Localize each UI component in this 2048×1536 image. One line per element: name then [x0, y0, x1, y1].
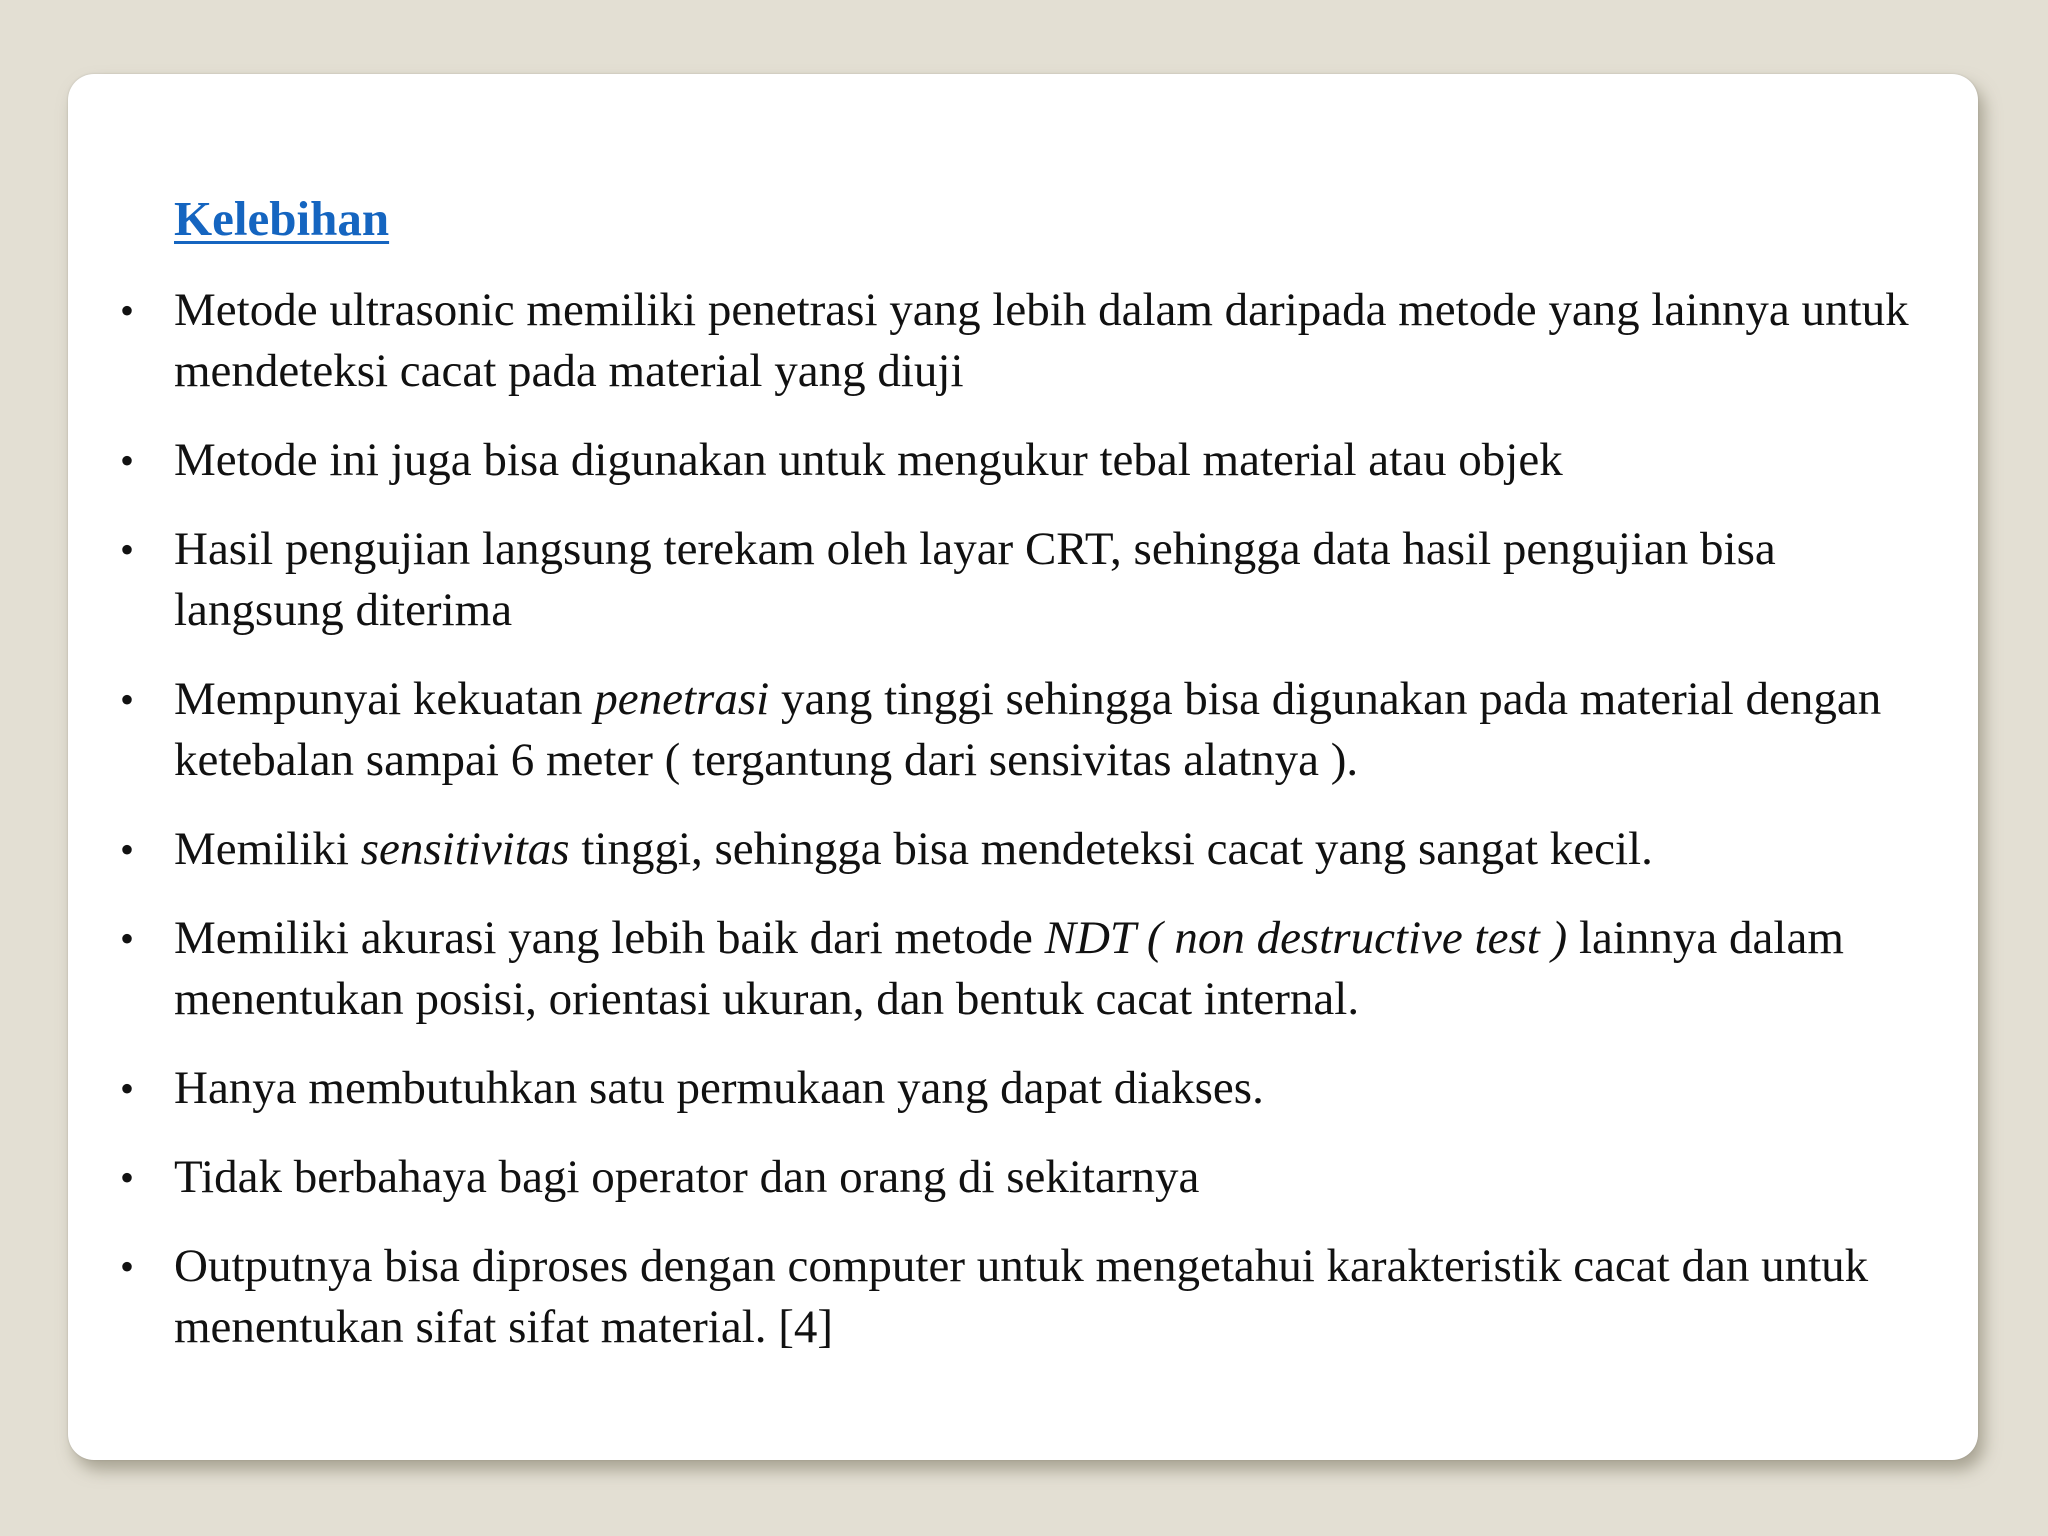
bullet-dot: •: [120, 1066, 135, 1111]
bullet-text-segment: Metode ultrasonic memiliki penetrasi yang lebih dalam daripada metode yang lainnya untuk mendeteksi cacat pada material yang diuji: [174, 284, 1909, 397]
bullet-text-segment: Memiliki akurasi yang lebih baik dari metode: [174, 912, 1045, 964]
bullet-dot: •: [120, 1244, 135, 1289]
bullet-text-segment: Mempunyai kekuatan: [174, 673, 595, 725]
bullet-text-segment: Hasil pengujian langsung terekam oleh layar CRT, sehingga data hasil pengujian bisa langsung diterima: [174, 523, 1776, 636]
bullet-item: [68, 908, 1978, 1030]
bullet-text: [174, 434, 1563, 486]
bullet-item: [68, 430, 1978, 491]
bullet-text-italic: sensitivitas: [360, 823, 570, 875]
bullet-text-segment: Tidak berbahaya bagi operator dan orang di sekitarnya: [174, 1151, 1200, 1203]
bullet-item: [68, 1236, 1978, 1358]
bullet-text: [174, 523, 1776, 636]
bullet-text-segment: Memiliki: [174, 823, 361, 875]
bullet-text-segment: Hanya membutuhkan satu permukaan yang dapat diakses.: [174, 1062, 1264, 1114]
bullet-dot: •: [120, 1155, 135, 1200]
bullet-text: [174, 673, 1881, 786]
bullet-dot: •: [120, 438, 135, 483]
bullet-text-segment: tinggi, sehingga bisa mendeteksi cacat yang sangat kecil.: [569, 823, 1653, 875]
bullet-text-segment: yang tinggi sehingga bisa digunakan pada material dengan ketebalan sampai 6 meter ( tergantung dari sensivitas alatnya ).: [174, 673, 1882, 786]
bullet-item: [68, 819, 1978, 880]
bullet-dot: •: [120, 677, 135, 722]
slide-card: [68, 74, 1978, 1460]
bullet-dot: •: [120, 827, 135, 872]
bullet-text: [174, 1240, 1868, 1353]
bullet-text-segment: Outputnya bisa diproses dengan computer untuk mengetahui karakteristik cacat dan untuk menentukan sifat sifat material. [4]: [174, 1240, 1869, 1353]
bullet-item: [68, 1147, 1978, 1208]
bullet-dot: •: [120, 527, 135, 572]
bullet-text: [174, 912, 1844, 1025]
bullet-list: [68, 280, 1978, 1386]
bullet-text: [174, 284, 1909, 397]
slide-heading: Kelebihan: [174, 191, 390, 246]
bullet-text: [174, 1062, 1264, 1114]
bullet-text: [174, 823, 1653, 875]
bullet-text-segment: Metode ini juga bisa digunakan untuk mengukur tebal material atau objek: [174, 434, 1563, 486]
bullet-item: [68, 519, 1978, 641]
bullet-item: [68, 280, 1978, 402]
bullet-text: [174, 1151, 1199, 1203]
bullet-item: [68, 669, 1978, 791]
bullet-dot: •: [120, 288, 135, 333]
bullet-text-segment: lainnya dalam menentukan posisi, orientasi ukuran, dan bentuk cacat internal.: [174, 912, 1844, 1025]
bullet-text-italic: NDT ( non destructive test ): [1044, 912, 1568, 964]
bullet-item: [68, 1058, 1978, 1119]
bullet-dot: •: [120, 916, 135, 961]
bullet-text-italic: penetrasi: [594, 673, 770, 725]
